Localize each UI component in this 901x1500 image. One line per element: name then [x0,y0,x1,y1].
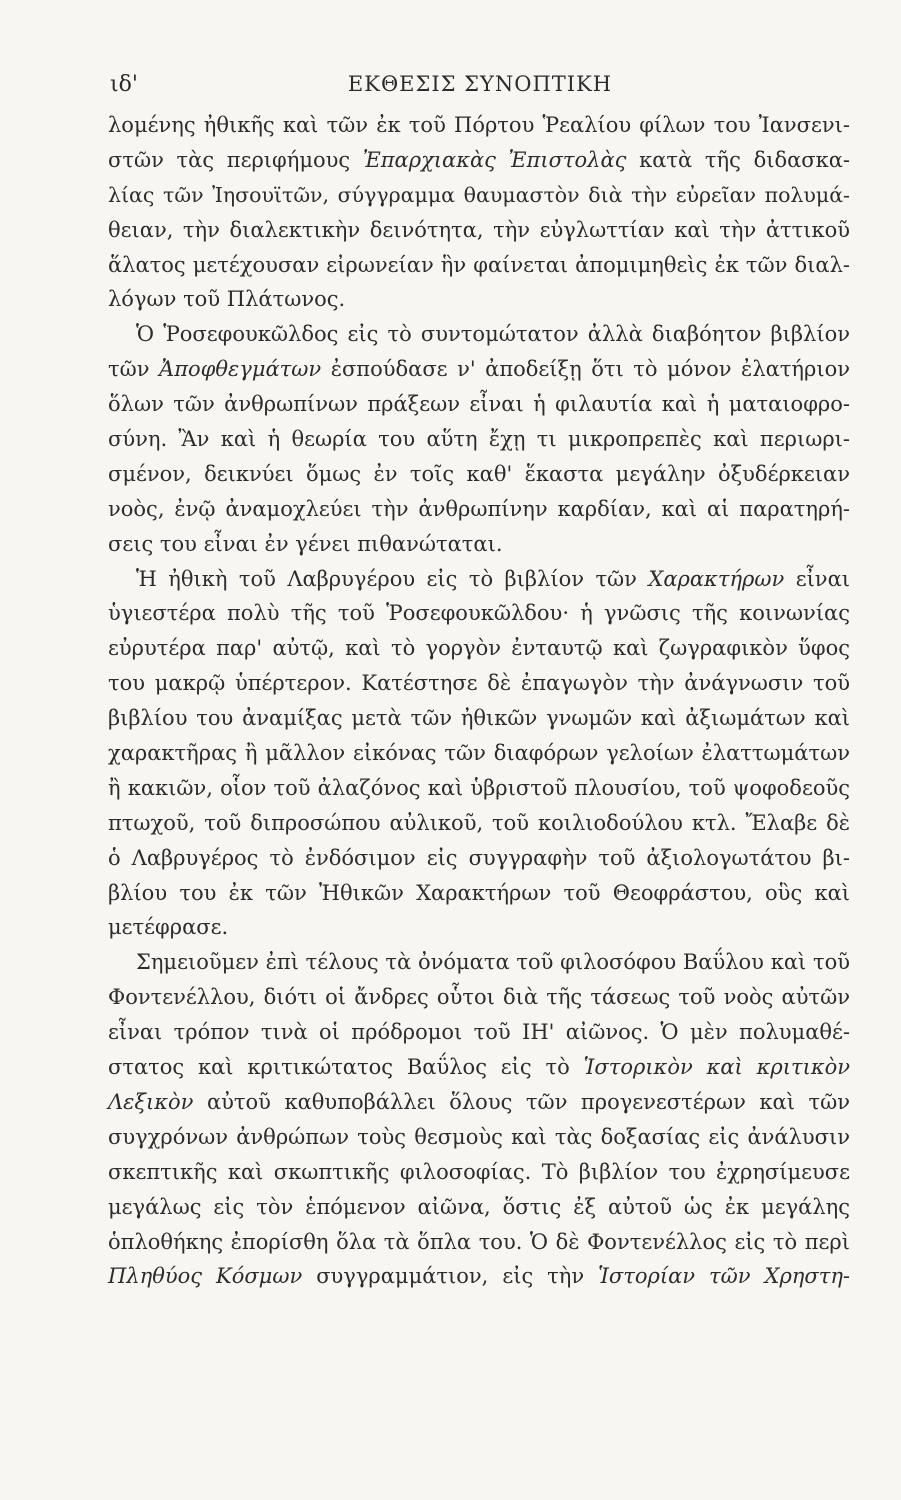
italic-title: Ἐπαρχιακὰς Ἐπιστολὰς [362,147,627,172]
text-line: στατος καὶ κριτικώτατος Βαΰλος εἰς τὸ Ἱστορικὸν καὶ κριτικὸν [108,1055,850,1080]
text-line: Πληθύος Κόσμων συγγραμμάτιον, εἰς τὴν Ἱστορίαν τῶν Χρηστη- [108,1264,851,1289]
text-line: ὁπλοθήκης ἐπορίσθη ὅλα τὰ ὅπλα του. Ὁ δὲ Φοντενέλλος εἰς τὸ περὶ [108,1229,850,1254]
text-line: μεγάλως εἰς τὸν ἑπόμενον αἰῶνα, ὅστις ἐξ αὐτοῦ ὡς ἐκ μεγάλης [108,1194,850,1219]
text-line: ὅλων τῶν ἀνθρωπίνων πράξεων εἶναι ἡ φιλαυτία καὶ ἡ ματαιοφρο- [108,392,850,417]
italic-title: Χαρακτήρων [648,566,785,591]
text-line: λίας τῶν Ἰησουϊτῶν, σύγγραμμα θαυμαστὸν διὰ τὴν εὐρεῖαν πολυμά- [108,182,850,207]
text-line: ὑγιεστέρα πολὺ τῆς τοῦ Ῥοσεφουκῶλδου· ἡ γνῶσις τῆς κοινωνίας [108,601,850,626]
text-line: συγχρόνων ἀνθρώπων τοὺς θεσμοὺς καὶ τὰς δοξασίας εἰς ἀνάλυσιν [108,1124,850,1149]
text-line: ἢ κακιῶν, οἷον τοῦ ἀλαζόνος καὶ ὑβριστοῦ πλουσίου, τοῦ ψοφοδεοῦς [108,775,850,800]
text-line: εὐρυτέρα παρ' αὐτῷ, καὶ τὸ γοργὸν ἐνταυτῷ καὶ ζωγραφικὸν ὕφος [108,636,850,661]
italic-title: Ἱστορίαν τῶν Χρηστη- [598,1264,851,1289]
page-number: ιδ' [110,72,138,97]
italic-title: Λεξικὸν [108,1089,194,1114]
italic-title: Ἱστορικὸν καὶ κριτικὸν [583,1055,850,1080]
text-line: πτωχοῦ, τοῦ διπροσώπου αὐλικοῦ, τοῦ κοιλιοδούλου κτλ. Ἔλαβε δὲ [108,810,850,835]
page-body [108,108,850,1294]
text-line: Φοντενέλλου, διότι οἱ ἄνδρες οὗτοι διὰ τῆς τάσεως τοῦ νοὸς αὐτῶν [108,985,850,1010]
text-line: λομένης ἠθικῆς καὶ τῶν ἐκ τοῦ Πόρτου Ῥεαλίου φίλων του Ἰανσενι- [108,113,850,137]
text-line: τῶν Ἀποφθεγμάτων ἐσπούδασε ν' ἀποδείξῃ ὅτι τὸ μόνον ἐλατήριον [108,357,850,382]
text-line: Λεξικὸν αὐτοῦ καθυποβάλλει ὅλους τῶν προγενεστέρων καὶ τῶν [108,1089,850,1114]
paragraph-start: Σημειοῦμεν ἐπὶ τέλους τὰ ὀνόματα τοῦ φιλοσόφου Βαΰλου καὶ τοῦ [136,950,850,975]
italic-title: Ἀποφθεγμάτων [159,357,322,382]
text-line: στῶν τὰς περιφήμους Ἐπαρχιακὰς Ἐπιστολὰς κατὰ τῆς διδασκα- [108,147,851,172]
text-line: μετέφρασε. [108,915,229,940]
text-line: βλίου του ἐκ τῶν Ἠθικῶν Χαρακτήρων τοῦ Θεοφράστου, οὓς καὶ [108,880,850,905]
text-line: σμένον, δεικνύει ὅμως ἐν τοῖς καθ' ἕκαστα μεγάλην ὀξυδέρκειαν [108,461,850,486]
text-line: εἶναι τρόπον τινὰ οἱ πρόδρομοι τοῦ ΙΗ' αἰῶνος. Ὁ μὲν πολυμαθέ- [108,1020,850,1045]
text-line: νοὸς, ἐνῷ ἀναμοχλεύει τὴν ἀνθρωπίνην καρδίαν, καὶ αἱ παρατηρή- [108,496,850,521]
text-line: σύνη. Ἂν καὶ ἡ θεωρία του αὕτη ἔχῃ τι μικροπρεπὲς καὶ περιωρι- [108,427,850,452]
text-line: θειαν, τὴν διαλεκτικὴν δεινότητα, τὴν εὐγλωττίαν καὶ τὴν ἀττικοῦ [108,217,850,242]
text-line: βιβλίου του ἀναμίξας μετὰ τῶν ἠθικῶν γνωμῶν καὶ ἀξιωμάτων καὶ [108,706,850,731]
text-line: λόγων τοῦ Πλάτωνος. [108,287,346,312]
text-line: ἅλατος μετέχουσαν εἰρωνείαν ἣν φαίνεται ἀπομιμηθεὶς ἐκ τῶν διαλ- [108,252,850,277]
text-line: του μακρῷ ὑπέρτερον. Κατέστησε δὲ ἐπαγωγὸν τὴν ἀνάγνωσιν τοῦ [108,671,850,696]
text-line: ὁ Λαβρυγέρος τὸ ἐνδόσιμον εἰς συγγραφὴν τοῦ ἀξιολογωτάτου βι- [108,845,850,870]
italic-title: Πληθύος Κόσμων [108,1264,303,1289]
paragraph-start: Ὁ Ῥοσεφουκῶλδος εἰς τὸ συντομώτατον ἀλλὰ διαβόητον βιβλίον [136,322,850,347]
page-header [110,72,850,102]
running-title: ΕΚΘΕΣΙΣ ΣΥΝΟΠΤΙΚΗ [347,72,613,96]
text-line: χαρακτῆρας ἢ μᾶλλον εἰκόνας τῶν διαφόρων γελοίων ἐλαττωμάτων [108,741,850,766]
paragraph-start: Ἡ ἠθικὴ τοῦ Λαβρυγέρου εἰς τὸ βιβλίον τῶν Χαρακτήρων εἶναι [136,566,850,591]
text-line: σεις του εἶναι ἐν γένει πιθανώταται. [108,531,503,556]
text-line: σκεπτικῆς καὶ σκωπτικῆς φιλοσοφίας. Τὸ βιβλίον του ἐχρησίμευσε [108,1159,850,1184]
